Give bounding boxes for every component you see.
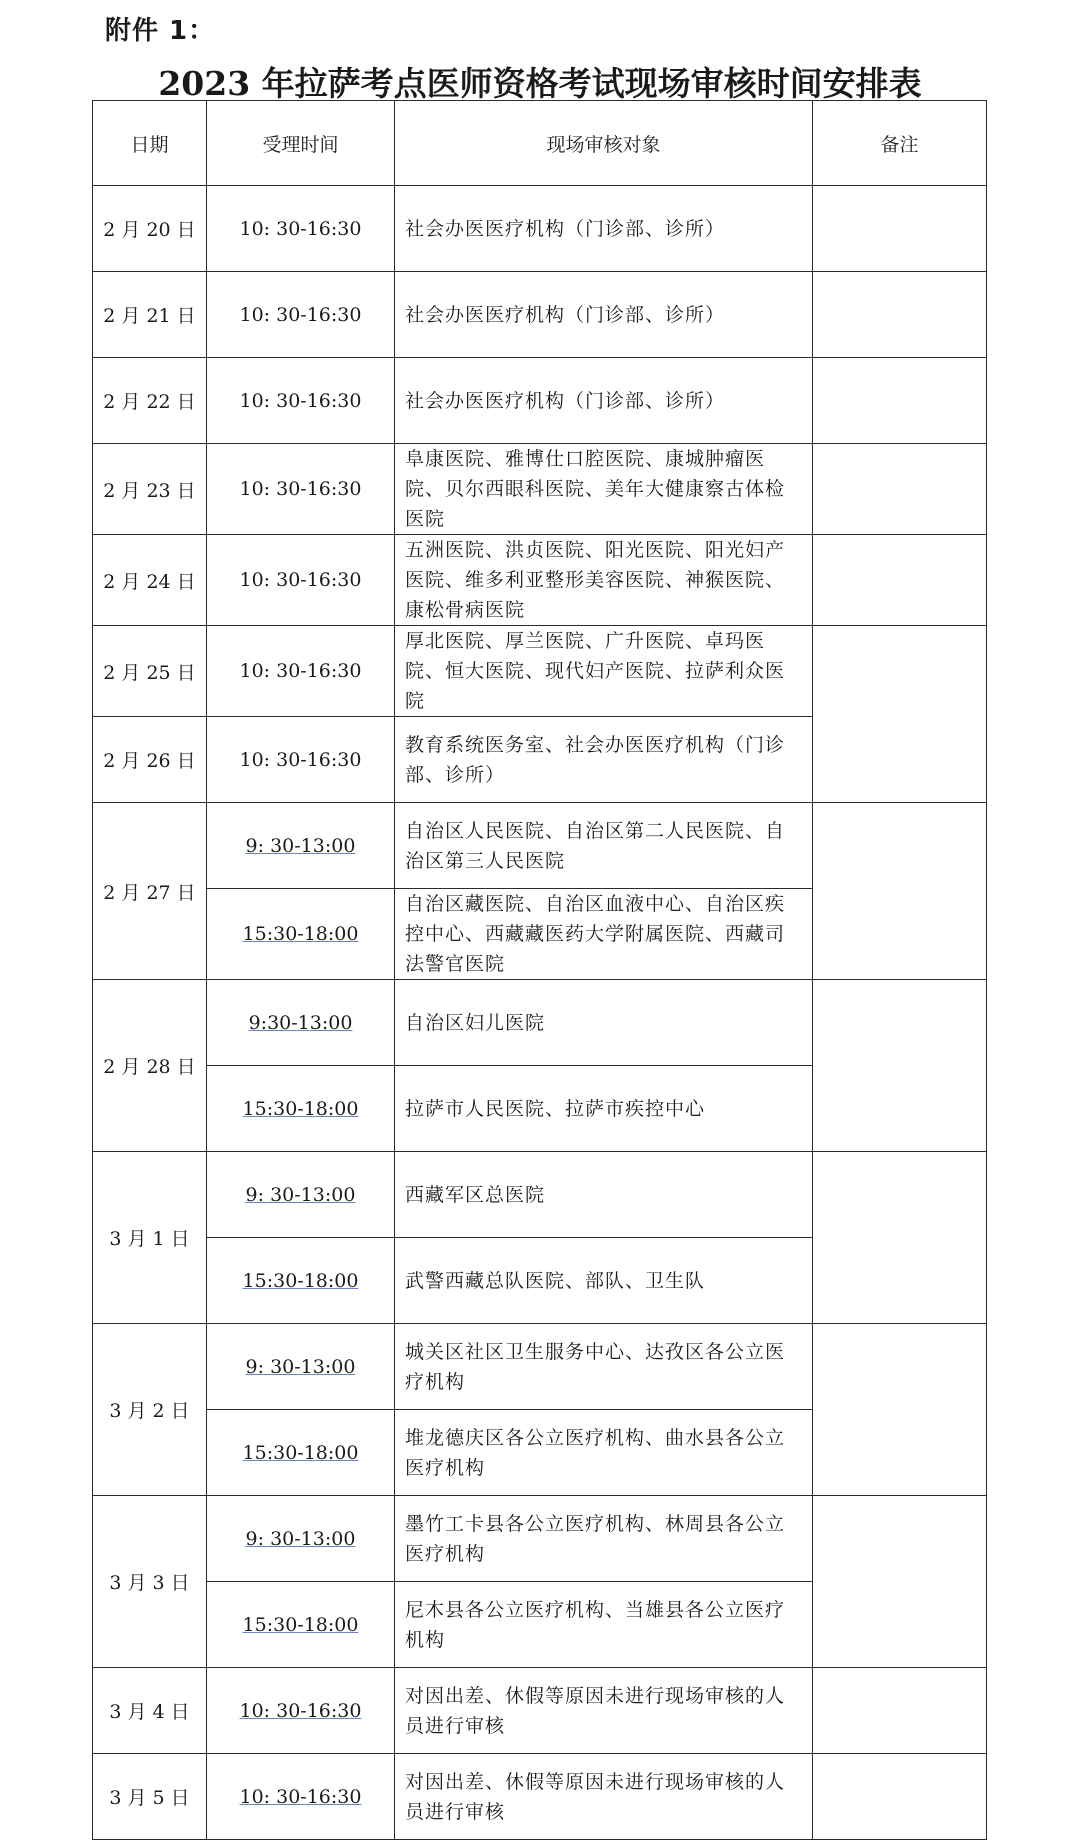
date-cell: 2 月 20 日	[93, 186, 207, 272]
time-cell: 9: 30-13:00	[207, 803, 395, 889]
time-cell: 10: 30-16:30	[207, 1668, 395, 1754]
time-cell: 15:30-18:00	[207, 1238, 395, 1324]
table-row	[93, 803, 987, 889]
time-cell: 9: 30-13:00	[207, 1152, 395, 1238]
time-cell: 10: 30-16:30	[207, 1754, 395, 1840]
table-header-row	[93, 101, 987, 186]
date-cell: 2 月 24 日	[93, 535, 207, 626]
target-cell: 教育系统医务室、社会办医医疗机构（门诊部、诊所）	[395, 717, 813, 803]
table-row	[93, 980, 987, 1066]
target-cell: 尼木县各公立医疗机构、当雄县各公立医疗机构	[395, 1582, 813, 1668]
date-cell: 3 月 2 日	[93, 1324, 207, 1496]
target-cell: 自治区藏医院、自治区血液中心、自治区疾控中心、西藏藏医药大学附属医院、西藏司法警官医院	[395, 889, 813, 980]
attachment-label: 附件 1：	[105, 16, 216, 46]
time-cell: 10: 30-16:30	[207, 444, 395, 535]
date-cell: 2 月 21 日	[93, 272, 207, 358]
note-cell	[813, 1668, 987, 1754]
note-cell	[813, 1152, 987, 1324]
note-cell	[813, 1754, 987, 1840]
target-cell: 阜康医院、雅博仕口腔医院、康城肿瘤医院、贝尔西眼科医院、美年大健康察古体检医院	[395, 444, 813, 535]
note-cell	[813, 626, 987, 803]
date-cell: 2 月 26 日	[93, 717, 207, 803]
note-cell	[813, 444, 987, 535]
note-cell	[813, 803, 987, 980]
date-cell: 2 月 27 日	[93, 803, 207, 980]
date-cell: 2 月 25 日	[93, 626, 207, 717]
time-cell: 10: 30-16:30	[207, 358, 395, 444]
time-cell: 9: 30-13:00	[207, 1496, 395, 1582]
date-cell: 2 月 22 日	[93, 358, 207, 444]
table-row	[93, 186, 987, 272]
target-cell: 自治区人民医院、自治区第二人民医院、自治区第三人民医院	[395, 803, 813, 889]
table-row	[93, 535, 987, 626]
time-cell: 10: 30-16:30	[207, 186, 395, 272]
target-cell: 对因出差、休假等原因未进行现场审核的人员进行审核	[395, 1668, 813, 1754]
time-cell: 10: 30-16:30	[207, 272, 395, 358]
target-cell: 西藏军区总医院	[395, 1152, 813, 1238]
table-row	[93, 1152, 987, 1238]
date-cell: 2 月 23 日	[93, 444, 207, 535]
note-cell	[813, 1496, 987, 1668]
target-cell: 五洲医院、洪贞医院、阳光医院、阳光妇产医院、维多利亚整形美容医院、神猴医院、康松骨病医院	[395, 535, 813, 626]
date-cell: 2 月 28 日	[93, 980, 207, 1152]
table-row	[93, 1496, 987, 1582]
target-cell: 对因出差、休假等原因未进行现场审核的人员进行审核	[395, 1754, 813, 1840]
target-cell: 社会办医医疗机构（门诊部、诊所）	[395, 272, 813, 358]
time-cell: 15:30-18:00	[207, 889, 395, 980]
time-cell: 10: 30-16:30	[207, 535, 395, 626]
note-cell	[813, 272, 987, 358]
table-row	[93, 444, 987, 535]
table-row	[93, 1668, 987, 1754]
note-cell	[813, 186, 987, 272]
target-cell: 武警西藏总队医院、部队、卫生队	[395, 1238, 813, 1324]
time-cell: 10: 30-16:30	[207, 717, 395, 803]
note-cell	[813, 358, 987, 444]
header-target: 现场审核对象	[395, 101, 813, 186]
time-cell: 15:30-18:00	[207, 1066, 395, 1152]
table-row	[93, 358, 987, 444]
date-cell: 3 月 1 日	[93, 1152, 207, 1324]
time-cell: 9:30-13:00	[207, 980, 395, 1066]
schedule-body	[93, 186, 987, 1840]
time-cell: 10: 30-16:30	[207, 626, 395, 717]
time-cell: 15:30-18:00	[207, 1410, 395, 1496]
date-cell: 3 月 5 日	[93, 1754, 207, 1840]
target-cell: 堆龙德庆区各公立医疗机构、曲水县各公立医疗机构	[395, 1410, 813, 1496]
schedule-table	[92, 100, 987, 1840]
table-row	[93, 626, 987, 717]
target-cell: 墨竹工卡县各公立医疗机构、林周县各公立医疗机构	[395, 1496, 813, 1582]
target-cell: 自治区妇儿医院	[395, 980, 813, 1066]
header-date: 日期	[93, 101, 207, 186]
time-cell: 9: 30-13:00	[207, 1324, 395, 1410]
table-row	[93, 1754, 987, 1840]
header-note: 备注	[813, 101, 987, 186]
date-cell: 3 月 4 日	[93, 1668, 207, 1754]
note-cell	[813, 980, 987, 1152]
date-cell: 3 月 3 日	[93, 1496, 207, 1668]
header-time: 受理时间	[207, 101, 395, 186]
target-cell: 厚北医院、厚兰医院、广升医院、卓玛医院、恒大医院、现代妇产医院、拉萨利众医院	[395, 626, 813, 717]
target-cell: 城关区社区卫生服务中心、达孜区各公立医疗机构	[395, 1324, 813, 1410]
target-cell: 社会办医医疗机构（门诊部、诊所）	[395, 358, 813, 444]
table-row	[93, 272, 987, 358]
target-cell: 拉萨市人民医院、拉萨市疾控中心	[395, 1066, 813, 1152]
document-title	[0, 58, 1080, 105]
target-cell: 社会办医医疗机构（门诊部、诊所）	[395, 186, 813, 272]
title-text: 2023 年拉萨考点医师资格考试现场审核时间安排表	[158, 64, 922, 103]
time-cell: 15:30-18:00	[207, 1582, 395, 1668]
note-cell	[813, 1324, 987, 1496]
note-cell	[813, 535, 987, 626]
table-row	[93, 1324, 987, 1410]
